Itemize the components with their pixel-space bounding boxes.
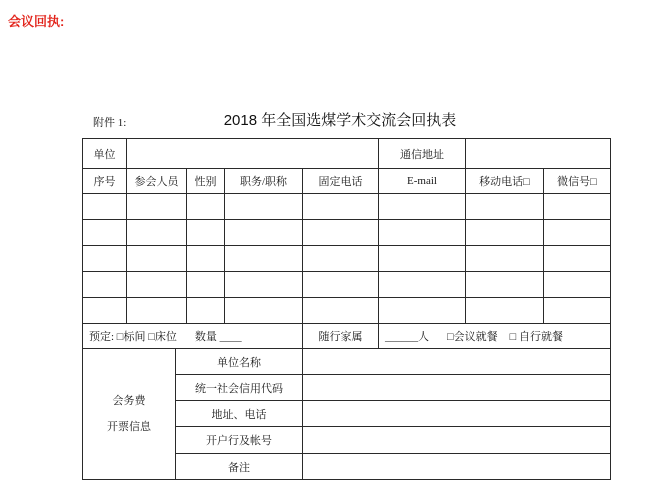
table-cell [127,194,187,220]
table-cell [303,220,379,246]
table-row [83,194,611,220]
col-wechat: 微信号□ [544,169,611,194]
table-cell [544,298,611,324]
table-cell [83,272,127,298]
table-cell [303,298,379,324]
table-cell [225,220,303,246]
table-cell [303,272,379,298]
table-cell [544,220,611,246]
attendee-table [82,138,611,349]
invoice-table [82,348,611,480]
table-cell [225,194,303,220]
family-label: 随行家属 [303,324,379,349]
col-serial: 序号 [83,169,127,194]
meal-self-option: □ 自行就餐 [509,331,564,343]
table-cell [466,272,544,298]
invoice-section-line2: 开票信息 [107,421,151,433]
invoice-field-value [303,401,611,427]
column-header-row [83,169,611,194]
invoice-section-label [83,349,176,480]
table-cell [187,272,225,298]
table-cell [466,194,544,220]
invoice-row [83,349,611,375]
col-landline: 固定电话 [303,169,379,194]
invoice-field-label: 开户行及帐号 [176,427,303,454]
table-cell [466,220,544,246]
table-row [83,298,611,324]
table-cell [187,220,225,246]
table-cell [544,194,611,220]
table-cell [303,246,379,272]
form-title: 2018 年全国选煤学术交流会回执表 [223,112,457,129]
invoice-field-label: 统一社会信用代码 [176,375,303,401]
table-cell [187,246,225,272]
table-cell [379,220,466,246]
table-cell [225,298,303,324]
col-position: 职务/职称 [225,169,303,194]
table-cell [303,194,379,220]
unit-row [83,139,611,169]
invoice-field-value [303,427,611,454]
registration-form [82,138,610,480]
meal-conference-option: □会议就餐 [447,331,498,343]
table-cell [379,194,466,220]
col-gender: 性别 [187,169,225,194]
invoice-field-label: 备注 [176,454,303,480]
col-mobile: 移动电话□ [466,169,544,194]
invoice-field-label: 地址、电话 [176,401,303,427]
col-email: E-mail [379,169,466,194]
table-cell [127,272,187,298]
table-cell [544,246,611,272]
table-cell [544,272,611,298]
table-row [83,246,611,272]
table-cell [83,220,127,246]
address-label: 通信地址 [379,139,466,169]
table-cell [83,246,127,272]
table-cell [379,298,466,324]
table-cell [127,298,187,324]
table-row [83,272,611,298]
booking-options: 预定: □标间 □床位 [89,331,177,343]
table-cell [225,272,303,298]
family-count: ______人 [385,331,429,343]
attachment-label: 附件 1: [93,117,127,129]
booking-quantity: 数量 ____ [194,331,242,343]
table-cell [127,246,187,272]
unit-label: 单位 [83,139,127,169]
table-cell [187,298,225,324]
table-cell [466,298,544,324]
invoice-field-label: 单位名称 [176,349,303,375]
invoice-section-line1: 会务费 [112,395,146,407]
table-row [83,220,611,246]
table-cell [466,246,544,272]
receipt-heading: 会议回执: [8,14,65,29]
invoice-field-value [303,454,611,480]
address-value-cell [466,139,611,169]
table-cell [83,194,127,220]
invoice-field-value [303,375,611,401]
table-cell [187,194,225,220]
table-cell [83,298,127,324]
col-attendee: 参会人员 [127,169,187,194]
table-cell [379,246,466,272]
invoice-field-value [303,349,611,375]
booking-row [83,324,611,349]
table-cell [127,220,187,246]
booking-cell [83,324,303,349]
table-cell [225,246,303,272]
unit-value-cell [127,139,379,169]
table-cell [379,272,466,298]
family-meal-cell [379,324,611,349]
